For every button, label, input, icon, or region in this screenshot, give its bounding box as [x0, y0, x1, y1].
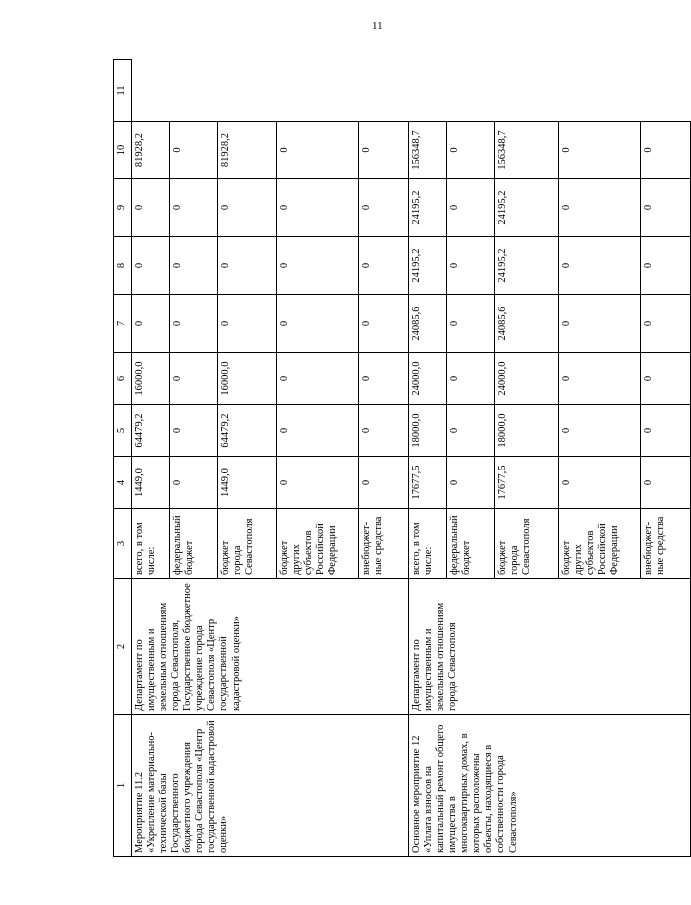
value-cell: 0 — [277, 237, 359, 295]
value-cell: 0 — [559, 405, 641, 457]
header-cell: 2 — [114, 579, 132, 715]
value-cell: 0 — [170, 353, 218, 405]
value-cell: 0 — [359, 237, 409, 295]
value-cell: 0 — [447, 237, 495, 295]
value-cell: 0 — [132, 179, 170, 237]
value-cell: 0 — [559, 237, 641, 295]
value-cell: 24195,2 — [495, 179, 559, 237]
value-cell: 24085,6 — [495, 295, 559, 353]
value-cell: 0 — [641, 405, 691, 457]
value-cell: 0 — [170, 237, 218, 295]
header-cell: 4 — [114, 457, 132, 509]
activity-cell: Мероприятие 11.2 «Укрепление материально-технической базы Государственного бюджетного учреждения города Севастополя «Центр государственной кадастровой оценки» — [132, 715, 409, 857]
header-cell: 5 — [114, 405, 132, 457]
table-row — [132, 60, 170, 857]
funding-source-cell: бюджет других субъектов Российской Федерации — [277, 509, 359, 579]
header-cell: 10 — [114, 122, 132, 179]
value-cell: 0 — [447, 122, 495, 179]
value-cell: 0 — [447, 295, 495, 353]
value-cell: 0 — [218, 237, 277, 295]
value-cell: 0 — [277, 295, 359, 353]
value-cell: 0 — [277, 457, 359, 509]
value-cell: 81928,2 — [132, 122, 170, 179]
funding-source-cell: федеральный бюджет — [447, 509, 495, 579]
value-cell: 0 — [218, 295, 277, 353]
value-cell: 0 — [641, 237, 691, 295]
value-cell: 0 — [277, 122, 359, 179]
header-cell: 9 — [114, 179, 132, 237]
funding-source-cell: всего, в том числе: — [132, 509, 170, 579]
table-row — [409, 60, 447, 857]
value-cell: 24000,0 — [409, 353, 447, 405]
value-cell: 0 — [641, 122, 691, 179]
value-cell: 0 — [559, 353, 641, 405]
value-cell: 0 — [641, 179, 691, 237]
value-cell: 156348,7 — [495, 122, 559, 179]
value-cell: 0 — [559, 457, 641, 509]
header-cell: 6 — [114, 353, 132, 405]
value-cell: 64479,2 — [218, 405, 277, 457]
value-cell: 0 — [447, 405, 495, 457]
executor-cell: Департамент по имущественным и земельным отношениям города Севастополя — [409, 579, 691, 715]
value-cell: 24195,2 — [495, 237, 559, 295]
value-cell: 0 — [559, 122, 641, 179]
value-cell: 0 — [170, 122, 218, 179]
value-cell: 16000,0 — [132, 353, 170, 405]
header-cell: 3 — [114, 509, 132, 579]
value-cell: 16000,0 — [218, 353, 277, 405]
value-cell: 0 — [218, 179, 277, 237]
value-cell: 1449,0 — [218, 457, 277, 509]
budget-table — [113, 59, 691, 857]
value-cell: 0 — [132, 237, 170, 295]
value-cell: 17677,5 — [495, 457, 559, 509]
activity-cell: Основное мероприятие 12 «Уплата взносов на капитальный ремонт общего имущества в многоквартирных домах, в которых расположены объекты, находящиеся в собственности города Севастополя» — [409, 715, 691, 857]
header-cell: 8 — [114, 237, 132, 295]
value-cell: 1449,0 — [132, 457, 170, 509]
page-number: 11 — [372, 20, 383, 32]
value-cell: 0 — [359, 122, 409, 179]
funding-source-cell: бюджет других субъектов Российской Федерации — [559, 509, 641, 579]
value-cell: 0 — [359, 179, 409, 237]
value-cell: 81928,2 — [218, 122, 277, 179]
value-cell: 0 — [359, 353, 409, 405]
value-cell: 18000,0 — [495, 405, 559, 457]
value-cell: 0 — [641, 457, 691, 509]
header-cell: 11 — [114, 60, 132, 122]
value-cell: 24085,6 — [409, 295, 447, 353]
value-cell: 64479,2 — [132, 405, 170, 457]
rotated-table-container — [113, 60, 667, 857]
funding-source-cell: бюджет города Севастополя — [495, 509, 559, 579]
value-cell: 18000,0 — [409, 405, 447, 457]
header-cell: 1 — [114, 715, 132, 857]
value-cell: 0 — [277, 179, 359, 237]
header-cell: 7 — [114, 295, 132, 353]
value-cell: 0 — [359, 295, 409, 353]
value-cell: 24195,2 — [409, 237, 447, 295]
funding-source-cell: всего, в том числе: — [409, 509, 447, 579]
value-cell: 0 — [447, 457, 495, 509]
funding-source-cell: внебюджет-ные средства — [359, 509, 409, 579]
value-cell: 156348,7 — [409, 122, 447, 179]
value-cell: 24195,2 — [409, 179, 447, 237]
value-cell: 0 — [170, 295, 218, 353]
value-cell: 0 — [170, 457, 218, 509]
value-cell: 0 — [559, 179, 641, 237]
value-cell: 24000,0 — [495, 353, 559, 405]
value-cell: 0 — [359, 405, 409, 457]
table-header-row — [114, 60, 132, 857]
value-cell: 0 — [447, 179, 495, 237]
value-cell: 0 — [170, 405, 218, 457]
value-cell: 0 — [641, 295, 691, 353]
value-cell: 0 — [641, 353, 691, 405]
value-cell: 0 — [277, 353, 359, 405]
value-cell: 0 — [559, 295, 641, 353]
value-cell: 0 — [277, 405, 359, 457]
value-cell: 17677,5 — [409, 457, 447, 509]
funding-source-cell: бюджет города Севастополя — [218, 509, 277, 579]
value-cell: 0 — [359, 457, 409, 509]
funding-source-cell: федеральный бюджет — [170, 509, 218, 579]
value-cell: 0 — [447, 353, 495, 405]
value-cell: 0 — [170, 179, 218, 237]
executor-cell: Департамент по имущественным и земельным отношениям города Севастополя, Государственное бюджетное учреждение города Севастополя «Центр государственной кадастровой оценки» — [132, 579, 409, 715]
value-cell: 0 — [132, 295, 170, 353]
funding-source-cell: внебюджет-ные средства — [641, 509, 691, 579]
